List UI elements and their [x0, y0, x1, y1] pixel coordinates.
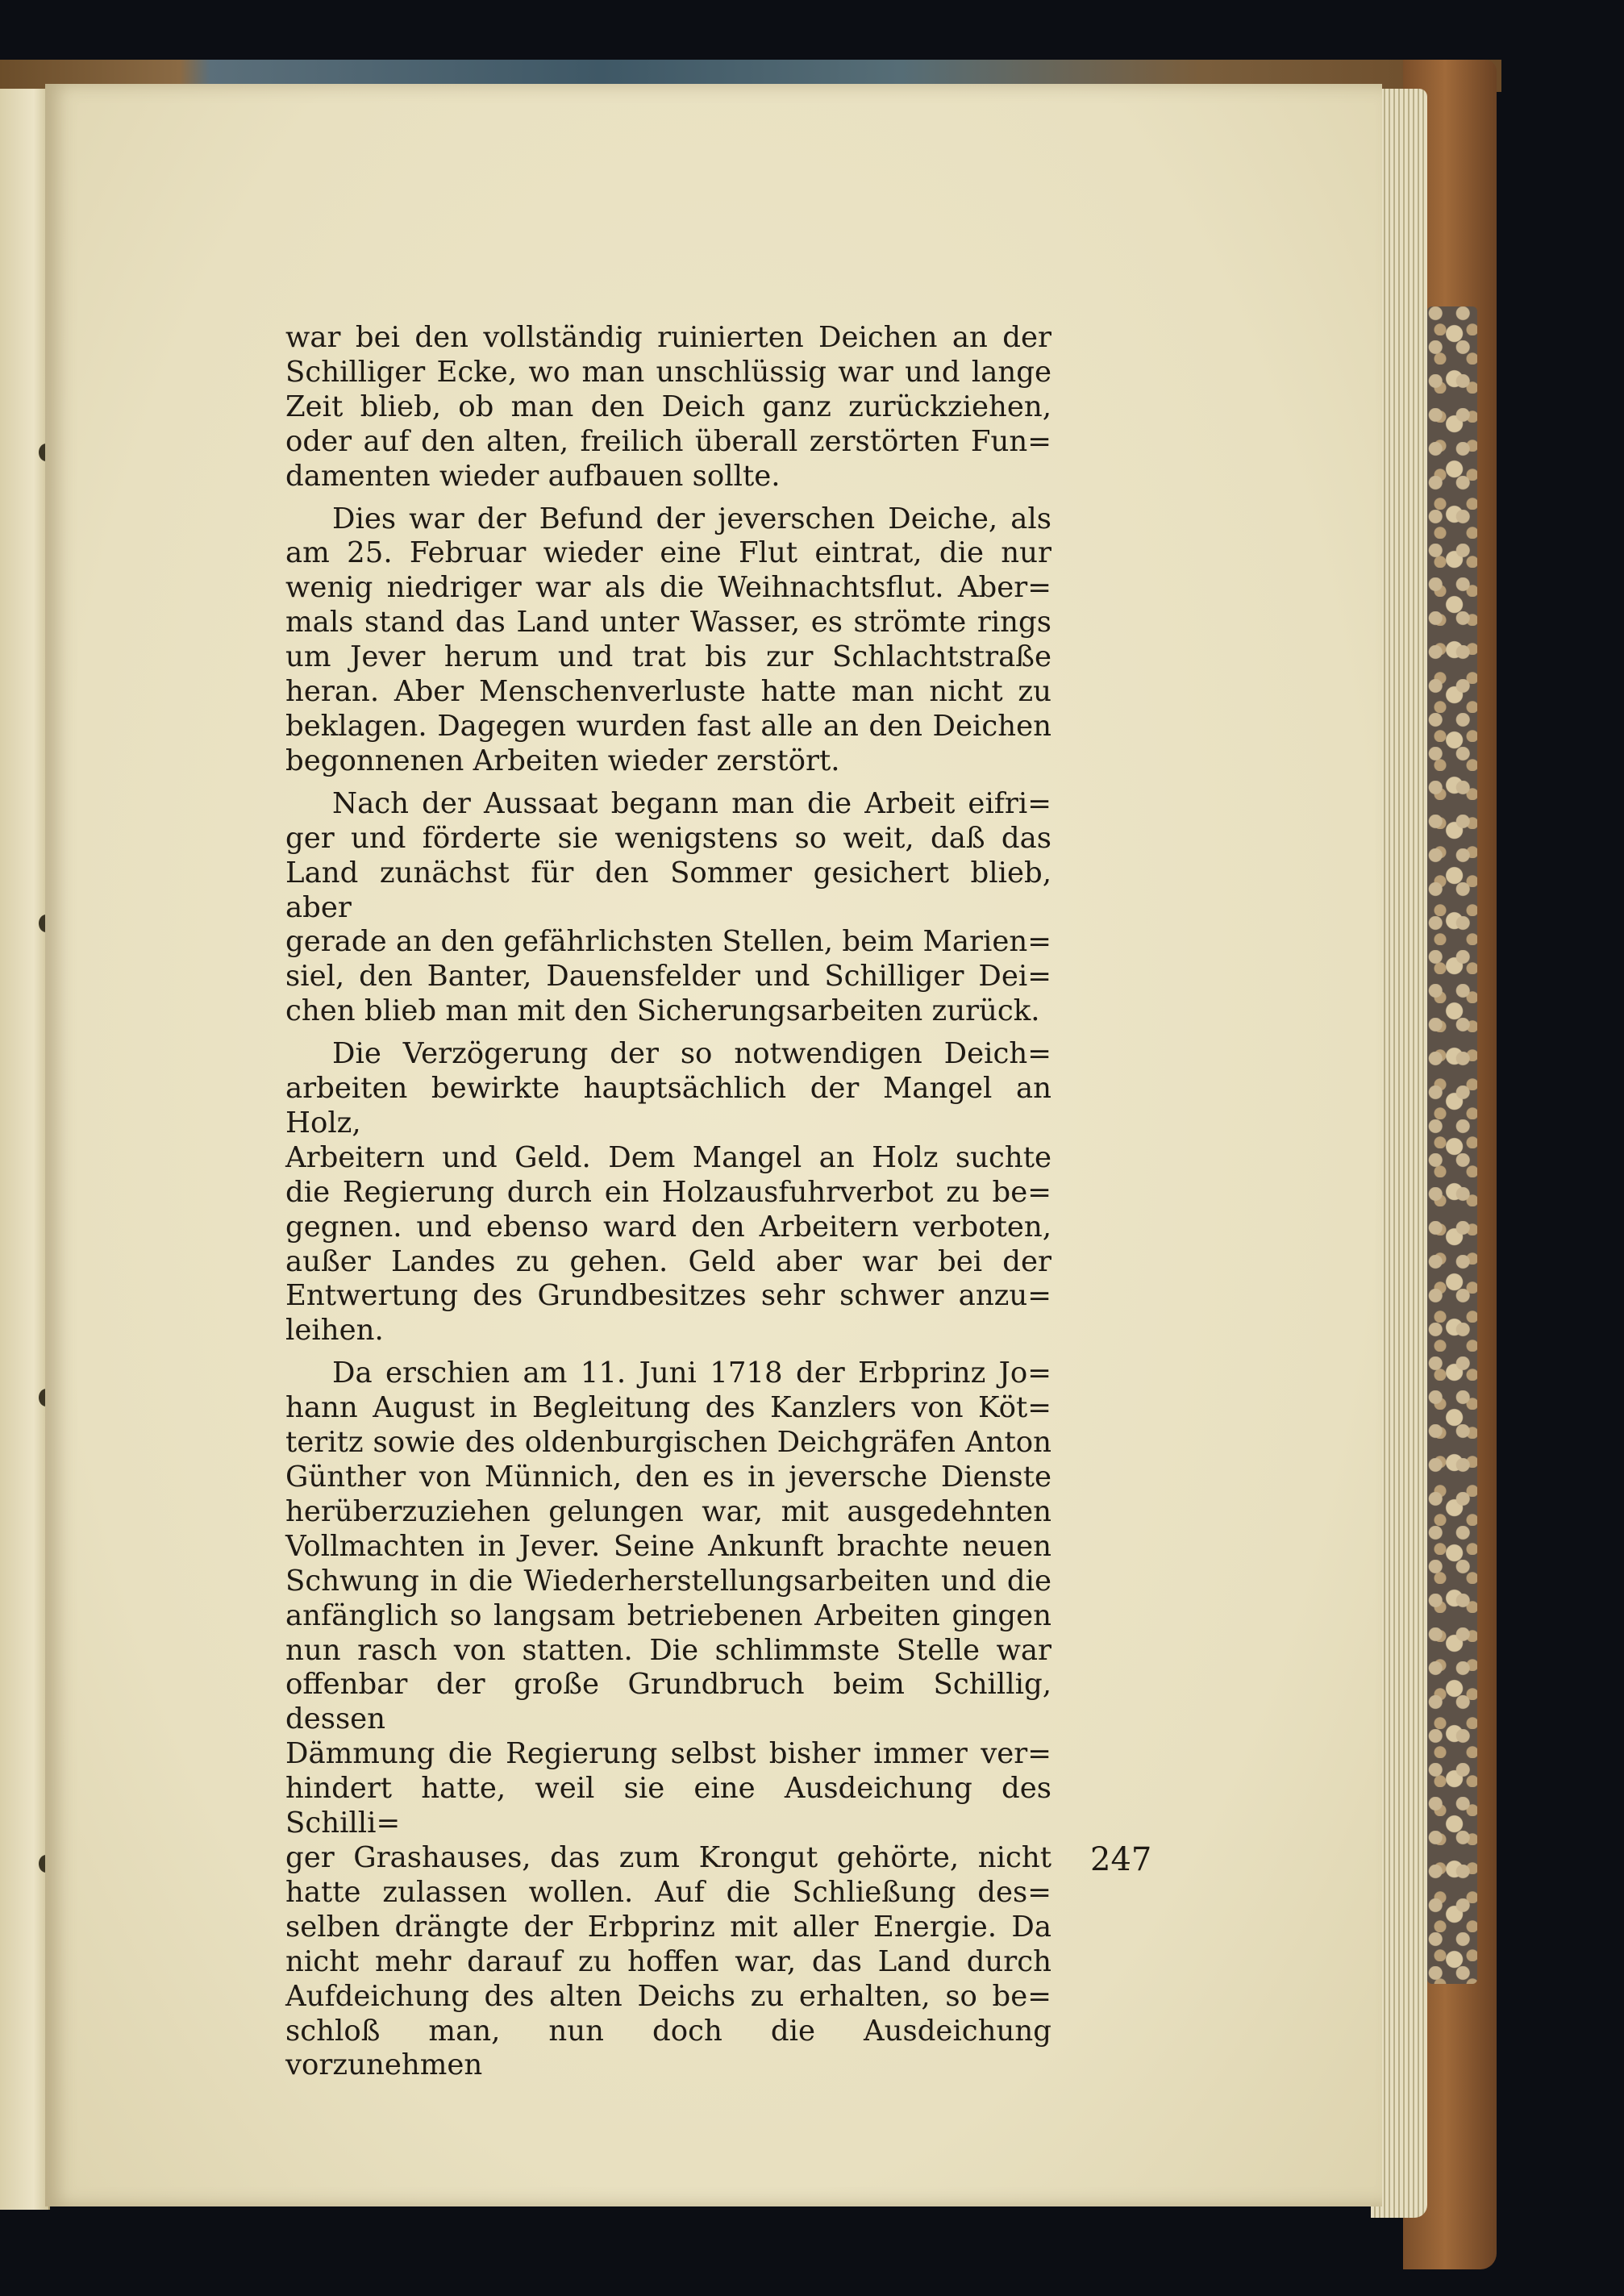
text-line: schloß man, nun doch die Ausdeichung vorzunehmen	[285, 2014, 1051, 2082]
text-line: um Jever herum und trat bis zur Schlachtstraße	[285, 640, 1051, 674]
text-line: hatte zulassen wollen. Auf die Schließung des=	[285, 1875, 1051, 1909]
text-line: Vollmachten in Jever. Seine Ankunft brachte neuen	[285, 1529, 1051, 1563]
text-line: Aufdeichung des alten Deichs zu erhalten, so be=	[285, 1979, 1051, 2013]
text-line: wenig niedriger war als die Weihnachtsflut. Aber=	[285, 571, 1051, 605]
text-line: heran. Aber Menschenverluste hatte man nicht zu	[285, 675, 1051, 709]
text-line: chen blieb man mit den Sicherungsarbeiten zurück.	[285, 994, 1040, 1028]
text-line: Nach der Aussaat begann man die Arbeit eifri=	[332, 786, 1051, 820]
text-line: selben drängte der Erbprinz mit aller Energie. Da	[285, 1910, 1051, 1944]
page-number: 247	[1090, 1841, 1152, 1878]
text-line: oder auf den alten, freilich überall zerstörten Fun=	[285, 424, 1051, 458]
text-line: nicht mehr darauf zu hoffen war, das Land durch	[285, 1944, 1051, 1978]
text-line: Günther von Münnich, den es in jeversche Dienste	[285, 1461, 1051, 1494]
paragraph-gap	[285, 1348, 1051, 1356]
text-line: damenten wieder aufbauen sollte.	[285, 459, 781, 493]
paragraph-gap	[285, 1029, 1051, 1037]
facing-page-edge	[0, 89, 50, 2210]
text-line: anfänglich so langsam betriebenen Arbeiten gingen	[285, 1598, 1051, 1632]
text-line: Da erschien am 11. Juni 1718 der Erbprinz Jo=	[332, 1356, 1051, 1390]
text-line: gegnen. und ebenso ward den Arbeitern verboten,	[285, 1210, 1051, 1244]
text-line: Die Verzögerung der so notwendigen Deich=	[332, 1037, 1051, 1071]
text-line: Entwertung des Grundbesitzes sehr schwer anzu=	[285, 1279, 1051, 1313]
marbled-endpaper	[1427, 306, 1477, 1984]
text-line: gerade an den gefährlichsten Stellen, beim Marien=	[285, 925, 1051, 959]
text-line: am 25. Februar wieder eine Flut eintrat, die nur	[285, 536, 1051, 570]
text-line: siel, den Banter, Dauensfelder und Schilliger Dei=	[285, 960, 1051, 994]
text-line: Zeit blieb, ob man den Deich ganz zurückziehen,	[285, 390, 1051, 423]
text-line: hann August in Begleitung des Kanzlers von Köt=	[285, 1391, 1051, 1425]
text-line: ger Grashauses, das zum Krongut gehörte, nicht	[285, 1840, 1051, 1874]
text-line: arbeiten bewirkte hauptsächlich der Mangel an Holz,	[285, 1072, 1051, 1140]
text-line: Schilliger Ecke, wo man unschlüssig war und lange	[285, 355, 1051, 389]
paragraph-gap	[285, 494, 1051, 502]
text-line: mals stand das Land unter Wasser, es strömte rings	[285, 606, 1051, 640]
text-line: hindert hatte, weil sie eine Ausdeichung des Schilli=	[285, 1772, 1051, 1840]
text-line: war bei den vollständig ruinierten Deichen an der	[285, 321, 1051, 354]
text-line: Dies war der Befund der jeverschen Deiche, als	[332, 502, 1051, 535]
text-line: herüberzuziehen gelungen war, mit ausgedehnten	[285, 1494, 1051, 1528]
text-line: begonnenen Arbeiten wieder zerstört.	[285, 744, 840, 777]
text-line: nun rasch von statten. Die schlimmste Stelle war	[285, 1633, 1051, 1667]
text-line: Dämmung die Regierung selbst bisher immer ver=	[285, 1737, 1051, 1771]
text-line: Land zunächst für den Sommer gesichert blieb, aber	[285, 856, 1051, 924]
text-line: die Regierung durch ein Holzausfuhrverbot zu be=	[285, 1175, 1051, 1209]
text-line: außer Landes zu gehen. Geld aber war bei der	[285, 1244, 1051, 1278]
page-body-text	[285, 321, 1051, 2083]
text-line: teritz sowie des oldenburgischen Deichgräfen Anton	[285, 1426, 1051, 1460]
paragraph-gap	[285, 779, 1051, 787]
text-line: offenbar der große Grundbruch beim Schillig, dessen	[285, 1668, 1051, 1736]
text-line: beklagen. Dagegen wurden fast alle an den Deichen	[285, 709, 1051, 743]
text-line: leihen.	[285, 1314, 384, 1348]
text-line: Schwung in die Wiederherstellungsarbeiten und die	[285, 1564, 1051, 1598]
text-line: Arbeitern und Geld. Dem Mangel an Holz suchte	[285, 1140, 1051, 1174]
text-line: ger und förderte sie wenigstens so weit, daß das	[285, 821, 1051, 855]
